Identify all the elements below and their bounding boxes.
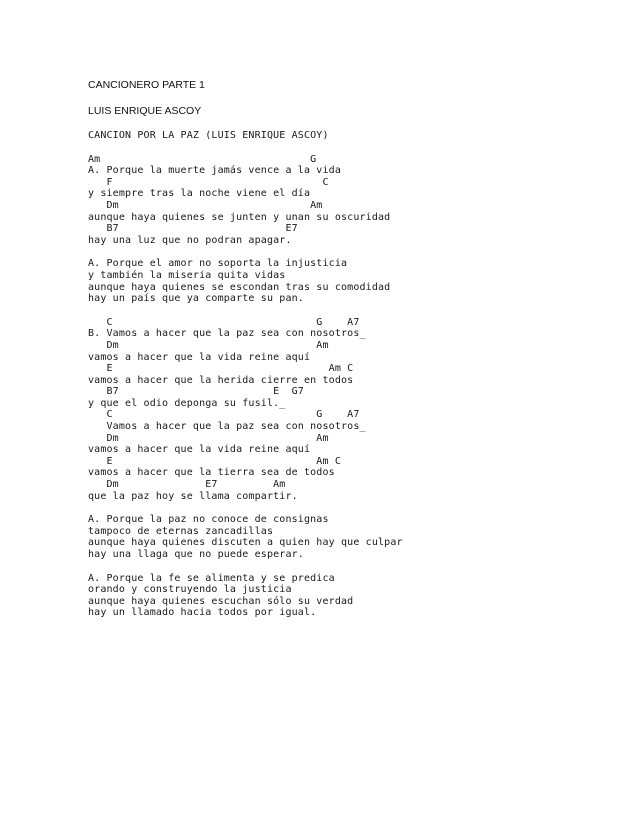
song-line: Dm Am — [88, 339, 329, 351]
song-line: y que el odio deponga su fusil._ — [88, 397, 286, 409]
song-line: C G A7 — [88, 409, 360, 421]
song-line: que la paz hoy se llama compartir. — [88, 490, 298, 502]
song-line: Dm E7 Am — [88, 479, 286, 491]
song-line: hay un país que ya comparte su pan. — [88, 293, 304, 305]
song-line: hay una luz que no podran apagar. — [88, 234, 292, 246]
song-line: y siempre tras la noche viene el día — [88, 188, 311, 200]
song-section — [88, 317, 608, 503]
document-page — [88, 78, 608, 619]
song-line: E Am C — [88, 363, 354, 375]
song-line: vamos a hacer que la tierra sea de todos — [88, 467, 335, 479]
document-heading: CANCIONERO PARTE 1 — [88, 79, 205, 91]
song-line: Vamos a hacer que la paz sea con nosotros_ — [88, 421, 366, 433]
song-section — [88, 258, 608, 304]
song-line: F C — [88, 176, 329, 188]
song-line: C G A7 — [88, 316, 360, 328]
song-line: orando y construyendo la justicia — [88, 584, 292, 596]
song-section — [88, 154, 608, 247]
song-section — [88, 514, 608, 560]
song-body — [88, 154, 608, 619]
song-line: Am G — [88, 153, 317, 165]
song-line: Dm Am — [88, 199, 323, 211]
song-line: aunque haya quienes se junten y unan su oscuridad — [88, 211, 391, 223]
song-line: hay un llamado hacia todos por igual. — [88, 607, 317, 619]
song-line: aunque haya quienes escuchan sólo su verdad — [88, 595, 354, 607]
song-line: B7 E7 — [88, 223, 298, 235]
song-line: aunque haya quienes se escondan tras su comodidad — [88, 281, 391, 293]
song-line: y también la miseria quita vidas — [88, 269, 286, 281]
artist-heading: LUIS ENRIQUE ASCOY — [88, 105, 202, 117]
song-line: vamos a hacer que la herida cierre en todos — [88, 374, 354, 386]
song-line: E Am C — [88, 455, 341, 467]
song-line: tampoco de eternas zancadillas — [88, 525, 274, 537]
song-line: B. Vamos a hacer que la paz sea con nosotros_ — [88, 328, 366, 340]
song-line: B7 E G7 — [88, 386, 304, 398]
song-line: vamos a hacer que la vida reine aquí — [88, 351, 311, 363]
song-line: vamos a hacer que la vida reine aquí — [88, 444, 311, 456]
song-title: CANCION POR LA PAZ (LUIS ENRIQUE ASCOY) — [88, 130, 329, 141]
song-line: hay una llaga que no puede esperar. — [88, 549, 304, 560]
song-line: A. Porque la muerte jamás vence a la vida — [88, 165, 341, 177]
song-line: Dm Am — [88, 432, 329, 444]
song-line: A. Porque el amor no soporta la injusticia — [88, 258, 348, 270]
song-line: A. Porque la fe se alimenta y se predica — [88, 572, 335, 584]
song-section — [88, 573, 608, 619]
song-line: aunque haya quienes discuten a quien hay que culpar — [88, 537, 403, 549]
song-line: A. Porque la paz no conoce de consignas — [88, 514, 329, 526]
